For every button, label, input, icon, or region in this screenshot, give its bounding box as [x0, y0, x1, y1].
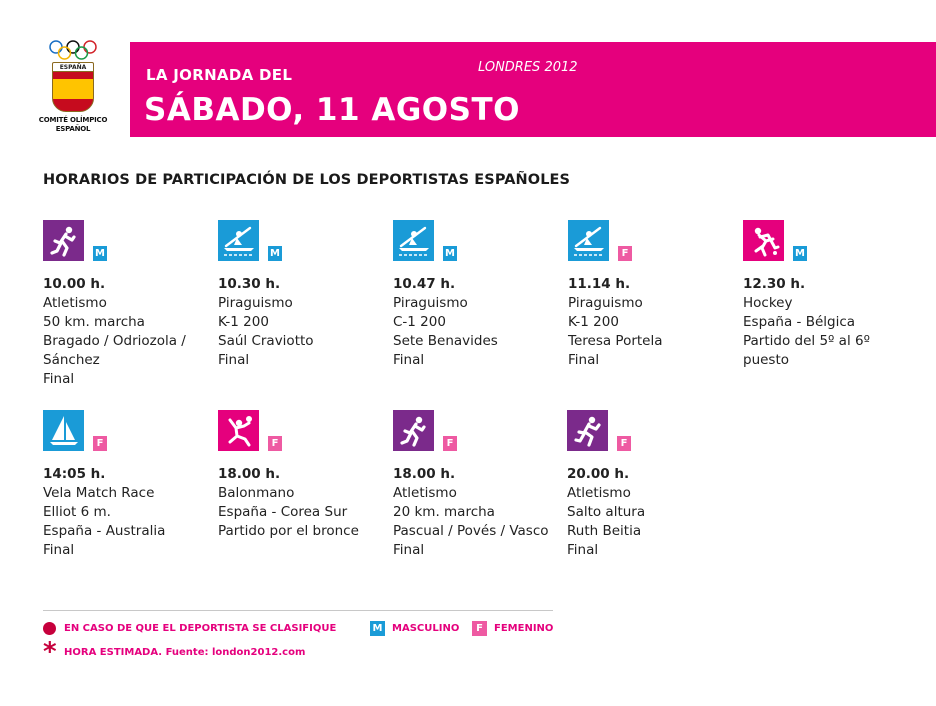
- gender-badge: F: [443, 436, 457, 451]
- gender-badge: F: [618, 246, 632, 261]
- event-detail-line: Piraguismo: [393, 295, 468, 311]
- event-time: 18.00 h.: [218, 466, 281, 482]
- event-time: 18.00 h.: [393, 466, 456, 482]
- event-info: [743, 275, 870, 370]
- hockey-icon: [743, 220, 784, 261]
- qualify-note: EN CASO DE QUE EL DEPORTISTA SE CLASIFIQUE: [64, 623, 337, 634]
- event-detail-line: Final: [568, 352, 600, 368]
- canoe-sprint-icon: [218, 220, 259, 261]
- event-detail-line: Final: [567, 542, 599, 558]
- event-detail-line: C-1 200: [393, 314, 446, 330]
- event-detail-line: Piraguismo: [568, 295, 643, 311]
- event-detail-line: España - Australia: [43, 523, 166, 539]
- event-detail-line: Hockey: [743, 295, 793, 311]
- coe-logo: [40, 40, 106, 140]
- event-info: [218, 275, 314, 370]
- event-detail-line: Bragado / Odriozola /: [43, 333, 186, 349]
- event-time: 10.00 h.: [43, 276, 106, 292]
- event-info: [393, 465, 549, 560]
- event-detail-line: 50 km. marcha: [43, 314, 145, 330]
- event-detail-line: Atletismo: [43, 295, 107, 311]
- female-label: FEMENINO: [494, 623, 554, 634]
- header-banner: [130, 42, 936, 137]
- gender-badge: M: [93, 246, 107, 261]
- event-info: [43, 465, 165, 560]
- event-detail-line: España - Corea Sur: [218, 504, 348, 520]
- event-detail-line: Final: [393, 352, 425, 368]
- event-detail-line: Ruth Beitia: [567, 523, 642, 539]
- event-time: 11.14 h.: [568, 276, 631, 292]
- male-label: MASCULINO: [392, 623, 460, 634]
- gender-badge: F: [268, 436, 282, 451]
- handball-icon: [218, 410, 259, 451]
- gender-badge: F: [93, 436, 107, 451]
- olympic-rings-icon: [48, 40, 98, 60]
- gender-badge: F: [617, 436, 631, 451]
- event-detail-line: Final: [43, 542, 75, 558]
- event-detail-line: Pascual / Povés / Vasco: [393, 523, 549, 539]
- canoe-sprint-icon: [393, 220, 434, 261]
- canoe-sprint-icon: [568, 220, 609, 261]
- event-detail-line: Piraguismo: [218, 295, 293, 311]
- event-info: [218, 465, 359, 541]
- athletics-jump-icon: [567, 410, 608, 451]
- male-badge-icon: M: [370, 621, 385, 636]
- female-badge-icon: F: [472, 621, 487, 636]
- event-detail-line: Salto altura: [567, 504, 646, 520]
- event-detail-line: Saúl Craviotto: [218, 333, 314, 349]
- event-detail-line: puesto: [743, 352, 790, 368]
- legend-divider: [43, 610, 553, 611]
- event-detail-line: Atletismo: [567, 485, 631, 501]
- event-detail-line: Final: [218, 352, 250, 368]
- qualify-dot-icon: [43, 622, 56, 635]
- event-time: 14:05 h.: [43, 466, 106, 482]
- event-detail-line: Sete Benavides: [393, 333, 498, 349]
- estimated-note: HORA ESTIMADA. Fuente: london2012.com: [64, 647, 306, 658]
- event-info: [43, 275, 186, 389]
- event-detail-line: Balonmano: [218, 485, 295, 501]
- event-detail-line: K-1 200: [568, 314, 619, 330]
- shield-label: ESPAÑA: [53, 63, 93, 72]
- header-subtitle: LA JORNADA DEL: [146, 66, 293, 84]
- event-detail-line: Partido por el bronce: [218, 523, 359, 539]
- event-info: [393, 275, 498, 370]
- event-time: 12.30 h.: [743, 276, 806, 292]
- event-detail-line: Final: [43, 371, 75, 387]
- event-detail-line: K-1 200: [218, 314, 269, 330]
- event-time: 20.00 h.: [567, 466, 630, 482]
- event-time: 10.30 h.: [218, 276, 281, 292]
- gender-badge: M: [443, 246, 457, 261]
- gender-badge: M: [793, 246, 807, 261]
- athletics-walk-icon: [393, 410, 434, 451]
- asterisk-icon: *: [43, 637, 57, 667]
- event-detail-line: Final: [393, 542, 425, 558]
- sailing-icon: [43, 410, 84, 451]
- page-title: SÁBADO, 11 AGOSTO: [144, 92, 520, 128]
- event-detail-line: España - Bélgica: [743, 314, 856, 330]
- event-time: 10.47 h.: [393, 276, 456, 292]
- gender-badge: M: [268, 246, 282, 261]
- event-detail-line: Elliot 6 m.: [43, 504, 111, 520]
- event-detail-line: 20 km. marcha: [393, 504, 495, 520]
- event-detail-line: Teresa Portela: [568, 333, 663, 349]
- organization-name: COMITÉ OLÍMPICO ESPAÑOL: [38, 116, 108, 133]
- event-info: [567, 465, 645, 560]
- spain-shield: [52, 62, 94, 112]
- section-title: HORARIOS DE PARTICIPACIÓN DE LOS DEPORTISTAS ESPAÑOLES: [43, 172, 571, 188]
- event-detail-line: Atletismo: [393, 485, 457, 501]
- event-detail-line: Vela Match Race: [43, 485, 155, 501]
- event-detail-line: Sánchez: [43, 352, 100, 368]
- athletics-walk-icon: [43, 220, 84, 261]
- event-info: [568, 275, 663, 370]
- header-city: LONDRES 2012: [478, 60, 578, 75]
- event-detail-line: Partido del 5º al 6º: [743, 333, 870, 349]
